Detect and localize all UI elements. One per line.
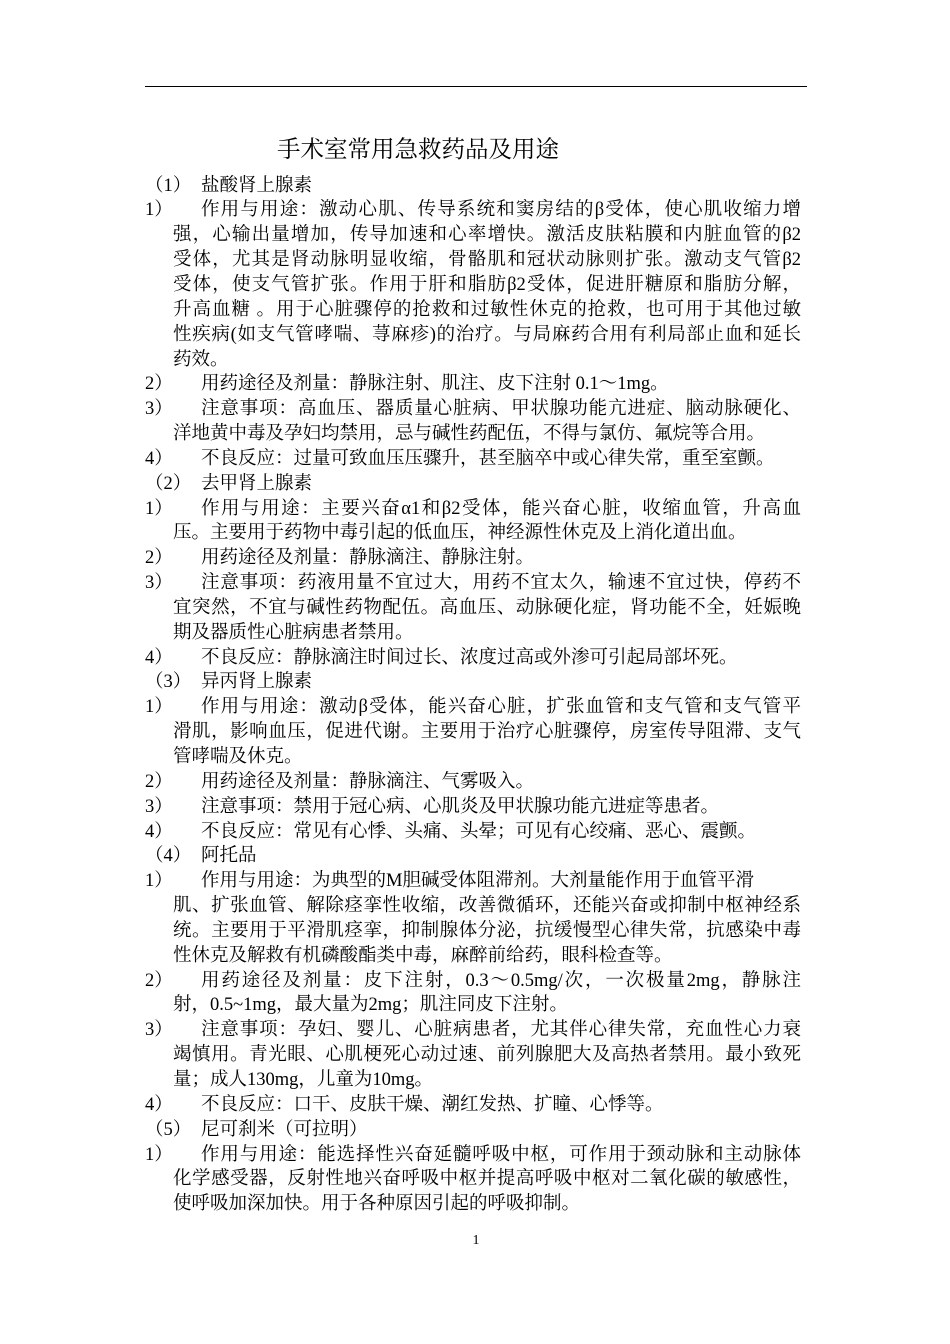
- item-line: 量；成人130mg，儿童为10mg。: [173, 1069, 434, 1090]
- item-number: 1）: [145, 871, 173, 892]
- item-number: 2）: [145, 771, 173, 792]
- item-first-line: [145, 198, 801, 223]
- item-number: 4）: [145, 647, 173, 668]
- item-dosage: [145, 770, 801, 795]
- item-usage: [145, 198, 801, 372]
- item-line: 不良反应：过量可致血压压骤升，甚至脑卒中或心律失常，重至室颤。: [201, 448, 775, 469]
- item-precautions: [145, 1018, 801, 1093]
- item-line: 性疾病(如支气管哮喘、荨麻疹)的治疗。与局麻药合用有利局部止血和延长: [173, 324, 801, 345]
- section-heading: [145, 844, 801, 869]
- item-line: 药效。: [173, 349, 229, 370]
- item-line: 压。主要用于药物中毒引起的低血压，神经源性休克及上消化道出血。: [173, 523, 747, 544]
- item-first-line: [145, 546, 801, 571]
- item-precautions: [145, 795, 801, 820]
- item-number: 1）: [145, 697, 173, 718]
- item-line: 管哮喘及休克。: [173, 747, 303, 767]
- drug-name: 异丙肾上腺素: [201, 672, 313, 693]
- item-line: 作用与用途：激动心肌、传导系统和窦房结的β受体，使心肌收缩力增: [201, 200, 801, 221]
- item-first-line: [145, 1143, 801, 1168]
- drug-name: 盐酸肾上腺素: [201, 175, 313, 196]
- item-line: 期及器质性心脏病患者禁用。: [173, 622, 414, 643]
- item-line: 宜突然，不宜与碱性药物配伍。高血压、动脉硬化症，肾功能不全，妊娠晚: [173, 597, 801, 618]
- section-number: （5）: [145, 1119, 192, 1140]
- section-number: （4）: [145, 846, 192, 867]
- section-heading: [145, 1118, 801, 1143]
- item-line: 使呼吸加深加快。用于各种原因引起的呼吸抑制。: [173, 1194, 581, 1215]
- drug-name: 阿托品: [201, 846, 257, 867]
- drug-name: 去甲肾上腺素: [201, 473, 313, 494]
- item-number: 1）: [145, 1144, 173, 1165]
- item-number: 3）: [145, 573, 173, 594]
- item-number: 2）: [145, 970, 173, 991]
- item-dosage: [145, 372, 801, 397]
- item-line: 受体，尤其是肾动脉明显收缩，骨骼肌和冠状动脉则扩张。激动支气管β2: [173, 250, 801, 271]
- header-rule: [145, 86, 807, 87]
- item-number: 2）: [145, 548, 173, 569]
- item-adverse-reactions: [145, 1093, 801, 1118]
- section-heading: [145, 174, 801, 199]
- item-first-line: [145, 695, 801, 720]
- item-first-line: [145, 820, 801, 845]
- item-line: 射，0.5~1mg，最大量为2mg；肌注同皮下注射。: [173, 995, 568, 1016]
- item-first-line: [145, 447, 801, 472]
- item-line: 升高血糖 。用于心脏骤停的抢救和过敏性休克的抢救，也可用于其他过敏: [173, 299, 801, 320]
- page-number: 1: [472, 1233, 480, 1248]
- item-usage: [145, 869, 801, 968]
- item-line: 受体，使支气管扩张。作用于肝和脂肪β2受体，促进肝糖原和脂肪分解，: [173, 274, 801, 295]
- item-line: 注意事项：孕妇、婴儿、心脏病患者，尤其伴心律失常，充血性心力衰: [201, 1020, 801, 1041]
- section-heading: [145, 472, 801, 497]
- item-line: 用药途径及剂量：皮下注射，0.3～0.5mg/次，一次极量2mg，静脉注: [201, 970, 801, 991]
- page-title: 手术室常用急救药品及用途: [277, 137, 559, 163]
- item-number: 4）: [145, 1094, 173, 1115]
- item-number: 3）: [145, 796, 173, 817]
- item-number: 3）: [145, 1020, 173, 1041]
- item-first-line: [145, 1093, 801, 1118]
- section-number: （3）: [145, 672, 192, 693]
- item-line: 洋地黄中毒及孕妇均禁用，忌与碱性药配伍，不得与氯仿、氟烷等合用。: [173, 424, 766, 445]
- item-number: 4）: [145, 821, 173, 842]
- item-first-line: [145, 869, 801, 894]
- section-norepinephrine: [145, 472, 801, 671]
- item-line: 强，心输出量增加，传导加速和心率增快。激活皮肤粘膜和内脏血管的β2: [173, 225, 801, 246]
- item-adverse-reactions: [145, 646, 801, 671]
- item-line: 注意事项：药液用量不宜过大，用药不宜太久，输速不宜过快，停药不: [201, 573, 801, 594]
- item-line: 性休克及解救有机磷酸酯类中毒，麻醉前给药，眼科检查等。: [173, 945, 673, 966]
- section-isoprenaline: [145, 670, 801, 844]
- item-line: 不良反应：常见有心悸、头痛、头晕；可见有心绞痛、恶心、震颤。: [201, 821, 757, 842]
- item-dosage: [145, 546, 801, 571]
- item-line: 作用与用途：激动β受体，能兴奋心脏，扩张血管和支气管和支气管平: [201, 697, 801, 718]
- item-precautions: [145, 397, 801, 447]
- item-line: 肌、扩张血管、解除痉挛性收缩，改善微循环，还能兴奋或抑制中枢神经系: [173, 896, 801, 917]
- item-line: 注意事项：禁用于冠心病、心肌炎及甲状腺功能亢进症等患者。: [201, 796, 720, 817]
- item-line: 作用与用途：主要兴奋α1和β2受体，能兴奋心脏，收缩血管，升高血: [201, 498, 801, 519]
- item-precautions: [145, 571, 801, 646]
- item-line: 不良反应：静脉滴注时间过长、浓度过高或外渗可引起局部坏死。: [201, 647, 738, 668]
- item-line: 作用与用途：为典型的M胆碱受体阻滞剂。大剂量能作用于血管平滑: [201, 871, 754, 892]
- item-first-line: [145, 969, 801, 994]
- item-first-line: [145, 372, 801, 397]
- item-line: 竭慎用。青光眼、心肌梗死心动过速、前列腺肥大及高热者禁用。最小致死: [173, 1045, 801, 1066]
- item-usage: [145, 695, 801, 770]
- item-line: 滑肌，影响血压，促进代谢。主要用于治疗心脏骤停，房室传导阻滞、支气: [173, 722, 801, 743]
- item-usage: [145, 497, 801, 547]
- item-adverse-reactions: [145, 820, 801, 845]
- item-first-line: [145, 571, 801, 596]
- item-number: 4）: [145, 448, 173, 469]
- item-line: 化学感受器，反射性地兴奋呼吸中枢并提高呼吸中枢对二氧化碳的敏感性，: [173, 1169, 801, 1190]
- item-first-line: [145, 770, 801, 795]
- document-body: [145, 174, 801, 1217]
- item-dosage: [145, 969, 801, 1019]
- section-atropine: [145, 844, 801, 1117]
- section-epinephrine-hcl: [145, 174, 801, 472]
- item-line: 统。主要用于平滑肌痉挛，抑制腺体分泌，抗缓慢型心律失常，抗感染中毒: [173, 920, 801, 941]
- item-first-line: [145, 397, 801, 422]
- item-line: 用药途径及剂量：静脉滴注、静脉注射。: [201, 548, 535, 569]
- item-first-line: [145, 1018, 801, 1043]
- item-first-line: [145, 646, 801, 671]
- item-first-line: [145, 795, 801, 820]
- item-usage: [145, 1143, 801, 1218]
- item-line: 不良反应：口干、皮肤干燥、潮红发热、扩瞳、心悸等。: [201, 1094, 664, 1115]
- item-line: 用药途径及剂量：静脉滴注、气雾吸入。: [201, 771, 535, 792]
- item-number: 3）: [145, 399, 173, 420]
- section-number: （1）: [145, 175, 192, 196]
- item-line: 注意事项：高血压、器质量心脏病、甲状腺功能亢进症、脑动脉硬化、: [201, 399, 801, 420]
- drug-name: 尼可刹米（可拉明）: [201, 1119, 368, 1140]
- item-adverse-reactions: [145, 447, 801, 472]
- section-number: （2）: [145, 473, 192, 494]
- item-line: 作用与用途：能选择性兴奋延髓呼吸中枢，可作用于颈动脉和主动脉体: [201, 1144, 801, 1165]
- item-number: 1）: [145, 498, 173, 519]
- section-nikethamide: [145, 1118, 801, 1217]
- item-number: 1）: [145, 200, 173, 221]
- item-line: 用药途径及剂量：静脉注射、肌注、皮下注射 0.1～1mg。: [201, 374, 669, 395]
- item-number: 2）: [145, 374, 173, 395]
- item-first-line: [145, 497, 801, 522]
- section-heading: [145, 670, 801, 695]
